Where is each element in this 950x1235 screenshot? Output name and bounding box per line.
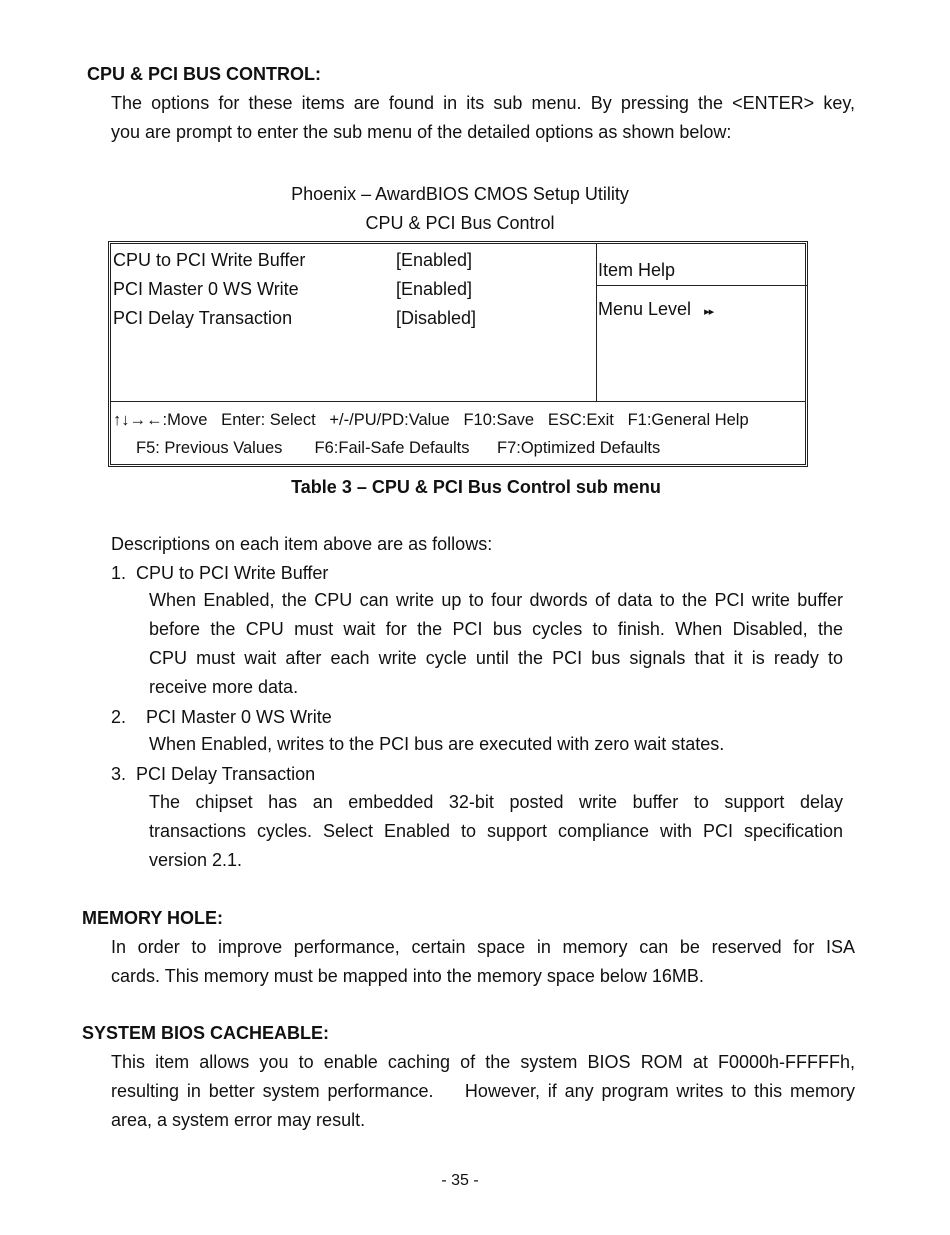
description-item-title: 3. PCI Delay Transaction — [111, 764, 316, 784]
description-line: transactions cycles. Select Enabled to support compliance with PCI specification — [149, 821, 843, 841]
bios-item-row — [113, 279, 473, 300]
bios-item-value: [Enabled] — [396, 250, 473, 270]
description-line: before the CPU must wait for the PCI bus cycles to finish. When Disabled, the — [149, 619, 843, 639]
bios-cacheable-line-1: This item allows you to enable caching of the system BIOS ROM at F0000h-FFFFFh, — [111, 1052, 855, 1072]
intro-line-2: you are prompt to enter the sub menu of the detailed options as shown below: — [111, 122, 732, 142]
help-divider — [597, 285, 808, 286]
bios-cacheable-line-3: area, a system error may result. — [111, 1110, 366, 1130]
table-caption: Table 3 – CPU & PCI Bus Control sub menu — [291, 477, 661, 497]
section-heading-bios-cacheable: SYSTEM BIOS CACHEABLE: — [82, 1023, 330, 1043]
menu-level-label: Menu Level — [598, 299, 692, 319]
bios-title: Phoenix – AwardBIOS CMOS Setup Utility — [291, 184, 629, 204]
section-heading-cpu-pci: CPU & PCI BUS CONTROL: — [87, 64, 321, 84]
description-item-title: 2. PCI Master 0 WS Write — [111, 707, 332, 727]
description-line: version 2.1. — [149, 850, 243, 870]
menu-level-arrows-icon: ▸▸ — [704, 306, 714, 318]
description-item-body — [149, 730, 843, 759]
description-item-body — [149, 586, 843, 702]
description-line: When Enabled, the CPU can write up to four dwords of data to the PCI write buffer — [149, 590, 843, 610]
table-divider-horizontal — [111, 401, 805, 402]
description-line: CPU must wait after each write cycle until the PCI bus signals that it is ready to — [149, 648, 843, 668]
bios-screen-table — [108, 241, 808, 467]
bios-item-label: CPU to PCI Write Buffer — [113, 250, 306, 270]
memory-hole-line-2: cards. This memory must be mapped into the memory space below 16MB. — [111, 966, 704, 986]
bios-item-label: PCI Master 0 WS Write — [113, 279, 299, 299]
bios-subtitle: CPU & PCI Bus Control — [365, 213, 555, 233]
page-number: - 35 - — [441, 1172, 479, 1189]
bios-item-value: [Disabled] — [396, 308, 477, 328]
section-heading-memory-hole: MEMORY HOLE: — [82, 908, 224, 928]
item-help-title: Item Help — [598, 260, 676, 280]
description-line: When Enabled, writes to the PCI bus are executed with zero wait states. — [149, 734, 725, 754]
bios-item-label: PCI Delay Transaction — [113, 308, 293, 328]
description-item-title: 1. CPU to PCI Write Buffer — [111, 563, 329, 583]
memory-hole-line-1: In order to improve performance, certain space in memory can be reserved for ISA — [111, 937, 855, 957]
description-line: The chipset has an embedded 32-bit posted write buffer to support delay — [149, 792, 843, 812]
table-divider-vertical — [596, 244, 597, 401]
bios-item-row — [113, 250, 473, 271]
description-line: receive more data. — [149, 677, 299, 697]
bios-cacheable-line-2: resulting in better system performance. However, if any program writes to this memory — [111, 1081, 855, 1101]
key-legend-line-2: F5: Previous Values F6:Fail-Safe Defaults F7:Optimized Defaults — [136, 439, 661, 457]
bios-item-value: [Enabled] — [396, 279, 473, 299]
menu-level — [598, 299, 713, 320]
descriptions-intro: Descriptions on each item above are as follows: — [111, 534, 493, 554]
intro-line-1: The options for these items are found in its sub menu. By pressing the <ENTER> key, — [111, 93, 855, 113]
key-legend-line-1: ↑↓→←:Move Enter: Select +/-/PU/PD:Value F10:Save ESC:Exit F1:General Help — [113, 411, 749, 429]
description-item-body — [149, 788, 843, 875]
bios-item-row — [113, 308, 477, 329]
